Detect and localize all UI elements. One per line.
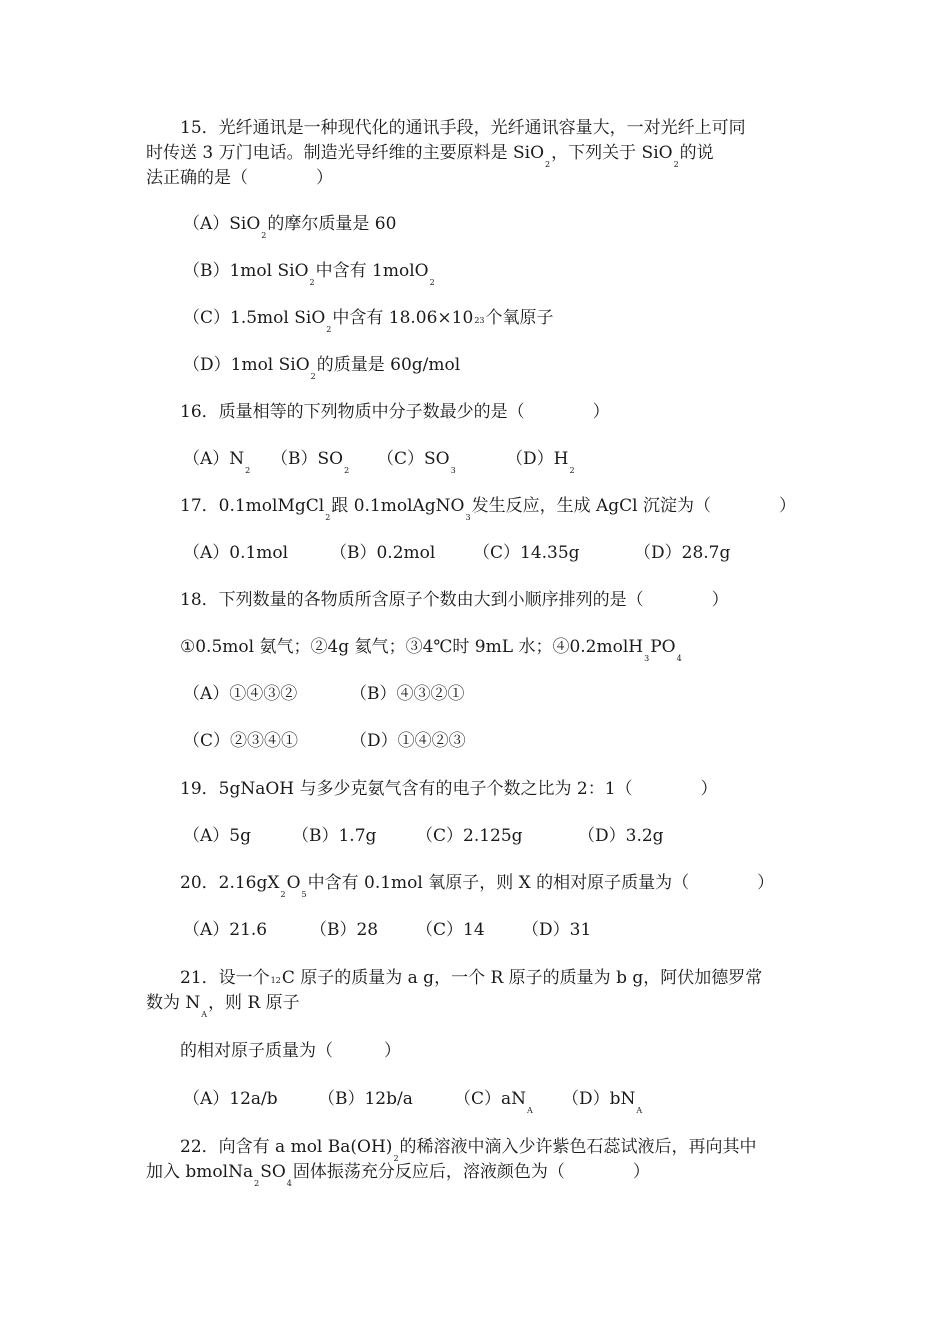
q16-option-d bbox=[506, 447, 576, 475]
q21-stem-line-1 bbox=[180, 966, 762, 990]
q18-stem bbox=[180, 588, 729, 612]
q21-option-b bbox=[318, 1087, 413, 1111]
q19-option-a bbox=[183, 824, 251, 848]
q20-option-a bbox=[183, 918, 267, 942]
q15-stem-line-3 bbox=[146, 166, 333, 190]
subscript: 2 bbox=[254, 1179, 260, 1188]
subscript: 2 bbox=[344, 466, 350, 475]
text: PO bbox=[650, 637, 676, 657]
text: 法正确的是（ ） bbox=[146, 168, 333, 188]
text: （C）aN bbox=[454, 1089, 527, 1109]
subscript: 3 bbox=[465, 513, 471, 522]
q20-stem bbox=[180, 871, 775, 899]
q20-option-b bbox=[310, 918, 378, 942]
text: （A）5g bbox=[183, 826, 251, 846]
superscript: 12 bbox=[270, 976, 281, 985]
subscript: 4 bbox=[286, 1179, 292, 1188]
subscript: 2 bbox=[245, 466, 251, 475]
text: （B）1.7g bbox=[292, 826, 377, 846]
q22-stem-line-2 bbox=[146, 1160, 650, 1188]
subscript: A bbox=[636, 1106, 643, 1115]
q21-stem-line-2 bbox=[146, 991, 300, 1019]
text: ，则 R 原子 bbox=[208, 993, 300, 1013]
subscript: 4 bbox=[676, 654, 682, 663]
text: （A）①④③② bbox=[183, 684, 298, 704]
text: （B）SO bbox=[271, 449, 344, 469]
q17-option-a bbox=[183, 541, 288, 565]
text: 的稀溶液中滴入少许紫色石蕊试液后，再向其中 bbox=[399, 1137, 757, 1157]
subscript: 2 bbox=[309, 278, 315, 287]
text: （A）21.6 bbox=[183, 920, 268, 940]
q19-option-c bbox=[416, 824, 523, 848]
text: 数为 N bbox=[146, 993, 201, 1013]
q19-stem bbox=[180, 777, 718, 801]
text: 时传送 3 万门电话。制造光导纤维的主要原料是 SiO bbox=[146, 143, 545, 163]
text: （C）2.125g bbox=[416, 826, 523, 846]
text: （C）14.35g bbox=[473, 543, 580, 563]
text: （C）②③④① bbox=[183, 731, 299, 751]
q20-option-c bbox=[416, 918, 485, 942]
q21-option-a bbox=[183, 1087, 278, 1111]
text: （A）SiO bbox=[183, 214, 261, 234]
q18-option-d bbox=[350, 729, 466, 753]
text: ，下列关于 SiO bbox=[551, 143, 673, 163]
subscript: 2 bbox=[261, 231, 267, 240]
text: 中含有 18.06×10 bbox=[332, 308, 474, 328]
text: （D）H bbox=[506, 449, 569, 469]
subscript: 2 bbox=[325, 513, 331, 522]
text: 的说 bbox=[679, 143, 714, 163]
text: （D）1mol SiO bbox=[183, 355, 310, 375]
text: 的质量是 60g/mol bbox=[316, 355, 461, 375]
text: （D）31 bbox=[522, 920, 592, 940]
text: 中含有 0.1mol 氧原子，则 X 的相对原子质量为（ ） bbox=[307, 873, 775, 893]
q15-option-b bbox=[183, 259, 436, 287]
text: （A）N bbox=[183, 449, 245, 469]
text: 20．2.16gX bbox=[180, 873, 280, 893]
q18-items bbox=[180, 635, 683, 663]
text: 22．向含有 a mol Ba(OH) bbox=[180, 1137, 393, 1157]
q16-stem bbox=[180, 400, 610, 424]
text: （C）1.5mol SiO bbox=[183, 308, 326, 328]
q17-stem bbox=[180, 494, 797, 522]
text: 16．质量相等的下列物质中分子数最少的是（ ） bbox=[180, 402, 610, 422]
subscript: 2 bbox=[545, 160, 551, 169]
text: （C）SO bbox=[377, 449, 450, 469]
q21-option-d bbox=[562, 1087, 643, 1115]
q16-option-a bbox=[183, 447, 251, 475]
q20-option-d bbox=[522, 918, 591, 942]
text: （A）12a/b bbox=[183, 1089, 278, 1109]
text: （C）14 bbox=[416, 920, 485, 940]
text: 跟 0.1molAgNO bbox=[331, 496, 465, 516]
q16-option-b bbox=[271, 447, 350, 475]
text: （D）28.7g bbox=[634, 543, 731, 563]
text: （B）12b/a bbox=[318, 1089, 413, 1109]
q19-option-d bbox=[578, 824, 664, 848]
text: （D）①④②③ bbox=[350, 731, 466, 751]
subscript: 2 bbox=[326, 325, 332, 334]
q15-stem-line-1 bbox=[180, 116, 746, 140]
text: SO bbox=[260, 1162, 286, 1182]
text: 的相对原子质量为（ ） bbox=[180, 1041, 401, 1061]
text: 15．光纤通讯是一种现代化的通讯手段，光纤通讯容量大，一对光纤上可同 bbox=[180, 118, 746, 138]
text: ①0.5mol 氨气；②4g 氦气；③4℃时 9mL 水；④0.2molH bbox=[180, 637, 644, 657]
q18-option-b bbox=[350, 682, 465, 706]
text: O bbox=[286, 873, 301, 893]
text: 19．5gNaOH 与多少克氨气含有的电子个数之比为 2：1（ ） bbox=[180, 779, 718, 799]
text: 21．设一个 bbox=[180, 968, 270, 988]
text: C 原子的质量为 a g，一个 R 原子的质量为 b g，阿伏加德罗常 bbox=[281, 968, 763, 988]
text: 加入 bmolNa bbox=[146, 1162, 254, 1182]
text: （B）1mol SiO bbox=[183, 261, 309, 281]
text: 的摩尔质量是 60 bbox=[267, 214, 397, 234]
q17-option-d bbox=[634, 541, 730, 565]
superscript: 23 bbox=[474, 316, 485, 325]
subscript: 2 bbox=[569, 466, 575, 475]
q21-option-c bbox=[454, 1087, 534, 1115]
subscript: 3 bbox=[644, 654, 650, 663]
q18-option-c bbox=[183, 729, 298, 753]
text: （B）④③②① bbox=[350, 684, 465, 704]
text: 中含有 1molO bbox=[315, 261, 429, 281]
text: （A）0.1mol bbox=[183, 543, 289, 563]
text: （B）0.2mol bbox=[330, 543, 436, 563]
subscript: A bbox=[201, 1010, 208, 1019]
text: （B）28 bbox=[310, 920, 379, 940]
text: （D）bN bbox=[562, 1089, 636, 1109]
text: （D）3.2g bbox=[578, 826, 664, 846]
subscript: 2 bbox=[429, 278, 435, 287]
text: 固体振荡充分反应后，溶液颜色为（ ） bbox=[292, 1162, 650, 1182]
subscript: 2 bbox=[393, 1154, 399, 1163]
q22-stem-line-1 bbox=[180, 1135, 757, 1163]
subscript: 5 bbox=[301, 890, 307, 899]
subscript: 2 bbox=[673, 160, 679, 169]
q18-option-a bbox=[183, 682, 297, 706]
text: 发生反应，生成 AgCl 沉淀为（ ） bbox=[471, 496, 797, 516]
text: 17．0.1molMgCl bbox=[180, 496, 325, 516]
subscript: 2 bbox=[280, 890, 286, 899]
subscript: A bbox=[527, 1106, 533, 1115]
q15-option-d bbox=[183, 353, 461, 381]
q15-option-a bbox=[183, 212, 397, 240]
text: 18．下列数量的各物质所含原子个数由大到小顺序排列的是（ ） bbox=[180, 590, 729, 610]
q15-option-c bbox=[183, 306, 554, 334]
q21-stem-line-3 bbox=[180, 1039, 401, 1063]
subscript: 2 bbox=[310, 372, 316, 381]
q17-option-c bbox=[473, 541, 580, 565]
q19-option-b bbox=[292, 824, 376, 848]
q16-option-c bbox=[377, 447, 457, 475]
q15-stem-line-2 bbox=[146, 141, 714, 169]
subscript: 3 bbox=[450, 466, 456, 475]
text: 个氧原子 bbox=[485, 308, 554, 328]
q17-option-b bbox=[330, 541, 435, 565]
